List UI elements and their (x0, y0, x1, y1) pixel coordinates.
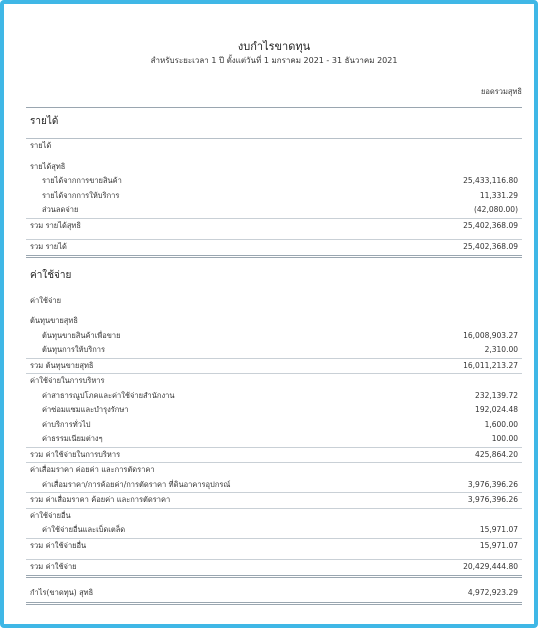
admin-total-row: รวม ค่าใช้จ่ายในการบริหาร 425,864.20 (26, 447, 522, 463)
income-total-row: รวม รายได้ 25,402,368.09 (26, 239, 522, 258)
report-subtitle: สำหรับระยะเวลา 1 ปี ตั้งแต่วันที่ 1 มกราคม 2021 - 31 ธันวาคม 2021 (150, 56, 398, 65)
other-expenses-title: ค่าใช้จ่ายอื่น (26, 508, 522, 524)
column-header-net-total: ยอดรวมสุทธิ (26, 86, 522, 108)
table-row[interactable]: รายได้จากการขายสินค้า 25,433,116.80 (42, 176, 518, 185)
income-net-total-row: รวม รายได้สุทธิ 25,402,368.09 (26, 218, 522, 234)
expenses-group-title: ค่าใช้จ่าย (30, 295, 61, 305)
other-expenses-total-row: รวม ค่าใช้จ่ายอื่น 15,971.07 (26, 538, 522, 554)
table-row[interactable]: ต้นทุนการให้บริการ 2,310.00 (42, 345, 518, 354)
income-section-title: รายได้ (30, 116, 59, 127)
table-row[interactable]: ส่วนลดจ่าย (42,080.00) (42, 205, 518, 214)
income-group-title: รายได้ (30, 141, 52, 150)
table-row[interactable]: รายได้จากการให้บริการ 11,331.29 (42, 190, 518, 200)
cogs-title: ต้นทุนขายสุทธิ (30, 316, 78, 325)
table-row[interactable]: ค่าซ่อมแซมและบำรุงรักษา 192,024.48 (42, 405, 518, 414)
depreciation-title: ค่าเสื่อมราคา ค่อยค่า และการตัดราคา (26, 462, 522, 478)
table-row[interactable]: ค่าบริการทั่วไป 1,600.00 (42, 419, 518, 429)
net-profit-row: กำไร(ขาดทุน) สุทธิ 4,972,923.29 (26, 584, 522, 605)
income-net-title: รายได้สุทธิ (30, 161, 66, 171)
depreciation-total-row: รวม ค่าเสื่อมราคา ค้อยค่า และการตัดราคา 3,976,396.26 (26, 492, 522, 508)
table-row[interactable]: ค่าเสื่อมราคา/การค้อยค่า/การตัดราคา ที่ดินอาคารอุปกรณ์ 3,976,396.26 (42, 479, 518, 489)
admin-title: ค่าใช้จ่ายในการบริหาร (26, 373, 522, 389)
table-row[interactable]: ค่าใช้จ่ายอื่นและเบ็ดเตล็ด 15,971.07 (42, 525, 518, 534)
table-row[interactable]: ค่าสาธารณูปโภคและค่าใช้จ่ายสำนักงาน 232,139.72 (42, 390, 518, 400)
expenses-total-row: รวม ค่าใช้จ่าย 20,429,444.80 (26, 559, 522, 578)
table-row[interactable]: ต้นทุนขายสินค้าเพื่อขาย 16,008,903.27 (42, 330, 518, 340)
expenses-section-title: ค่าใช้จ่าย (30, 269, 72, 281)
report-title: งบกำไรขาดทุน (237, 40, 311, 53)
profit-loss-report (26, 40, 522, 605)
table-row[interactable]: ค่าธรรมเนียมต่างๆ 100.00 (42, 434, 518, 443)
cogs-total-row: รวม ต้นทุนขายสุทธิ 16,011,213.27 (26, 358, 522, 374)
